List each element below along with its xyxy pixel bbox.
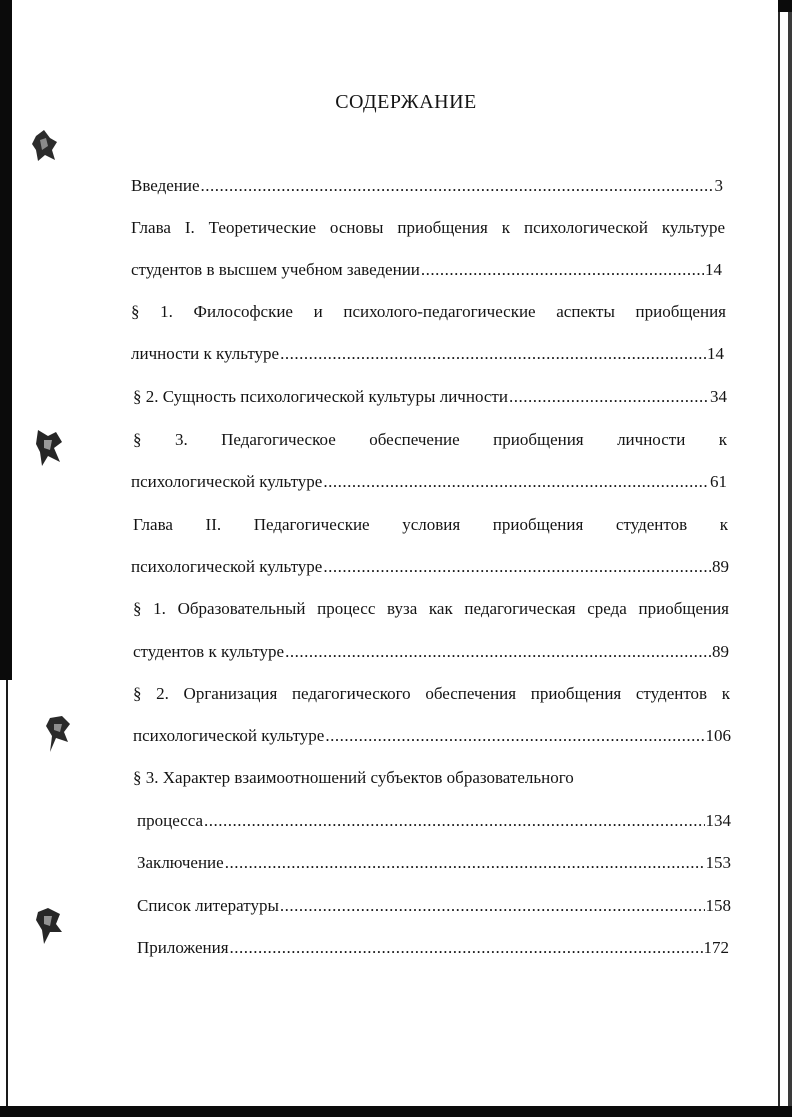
toc-leader-dots	[230, 935, 703, 961]
toc-leader-dots	[280, 341, 706, 367]
toc-page-number: 153	[705, 853, 731, 872]
toc-page-number: 14	[705, 260, 722, 279]
scan-smudge-4	[34, 906, 64, 946]
toc-entry-chapter-1-line1: Глава I. Теоретические основы приобщения к психологической культуре	[131, 218, 725, 237]
toc-entry-bibliography	[137, 893, 731, 919]
toc-label: § 2. Сущность психологической культуры личности	[133, 387, 508, 406]
toc-entry-chapter-1-line2	[131, 257, 722, 283]
page-title: СОДЕРЖАНИЕ	[335, 91, 477, 113]
toc-entry-section-2-2-line2	[133, 723, 731, 749]
toc-label: психологической культуре	[131, 472, 323, 491]
toc-label: психологической культуре	[133, 726, 325, 745]
toc-entry-section-1-2	[133, 384, 727, 410]
toc-leader-dots	[323, 469, 709, 495]
scan-smudge-1	[30, 128, 60, 164]
toc-label: Введение	[131, 176, 200, 195]
toc-leader-dots	[280, 893, 705, 919]
toc-entry-section-1-3-line2	[131, 469, 727, 495]
toc-label: психологической культуре	[131, 557, 323, 576]
toc-leader-dots	[509, 384, 709, 410]
toc-leader-dots	[201, 173, 714, 199]
toc-label: студентов в высшем учебном заведении	[131, 260, 420, 279]
toc-page-number: 172	[703, 938, 729, 957]
toc-page-number: 3	[714, 176, 723, 195]
toc-leader-dots	[225, 850, 705, 876]
toc-leader-dots	[325, 723, 704, 749]
toc-entry-introduction	[131, 173, 723, 199]
toc-page-number: 14	[707, 344, 724, 363]
toc-entry-section-2-1-line2	[133, 639, 729, 665]
scan-smudge-2	[34, 426, 66, 468]
toc-label: Заключение	[137, 853, 224, 872]
toc-leader-dots	[204, 808, 704, 834]
toc-label: процесса	[137, 811, 204, 830]
toc-entry-section-1-1-line1: § 1. Философские и психолого-педагогические аспекты приобщения	[131, 302, 726, 321]
toc-leader-dots	[285, 639, 711, 665]
toc-entry-section-2-3-line1: § 3. Характер взаимоотношений субъектов образовательного	[133, 768, 574, 787]
scan-border-right	[778, 0, 780, 1117]
toc-page-number: 34	[710, 387, 727, 406]
toc-page-number: 106	[705, 726, 731, 745]
toc-leader-dots	[421, 257, 704, 283]
toc-page-number: 89	[712, 557, 729, 576]
scan-border-bottom	[0, 1106, 792, 1117]
toc-entry-conclusion	[137, 850, 731, 876]
toc-page-number: 158	[705, 896, 731, 915]
toc-page-number: 134	[705, 811, 731, 830]
scan-smudge-3	[44, 714, 72, 754]
toc-entry-section-1-1-line2	[131, 341, 724, 367]
toc-entry-section-2-3-line2	[137, 808, 731, 834]
scan-border-left-thin	[6, 680, 8, 1117]
toc-entry-chapter-2-line1: Глава II. Педагогические условия приобщения студентов к	[133, 515, 728, 534]
toc-label: Список литературы	[137, 896, 279, 915]
toc-leader-dots	[323, 554, 711, 580]
toc-entry-section-2-1-line1: § 1. Образовательный процесс вуза как педагогическая среда приобщения	[133, 599, 729, 618]
toc-entry-appendices	[137, 935, 729, 961]
toc-entry-chapter-2-line2	[131, 554, 729, 580]
toc-label: студентов к культуре	[133, 642, 285, 661]
toc-entry-section-2-2-line1: § 2. Организация педагогического обеспечения приобщения студентов к	[133, 684, 730, 703]
scan-border-right-outer	[788, 0, 792, 1117]
toc-label: Приложения	[137, 938, 229, 957]
toc-entry-section-1-3-line1: § 3. Педагогическое обеспечение приобщения личности к	[133, 430, 727, 449]
toc-page-number: 61	[710, 472, 727, 491]
toc-label: личности к культуре	[131, 344, 280, 363]
toc-page-number: 89	[712, 642, 729, 661]
scan-corner-top	[778, 0, 792, 12]
